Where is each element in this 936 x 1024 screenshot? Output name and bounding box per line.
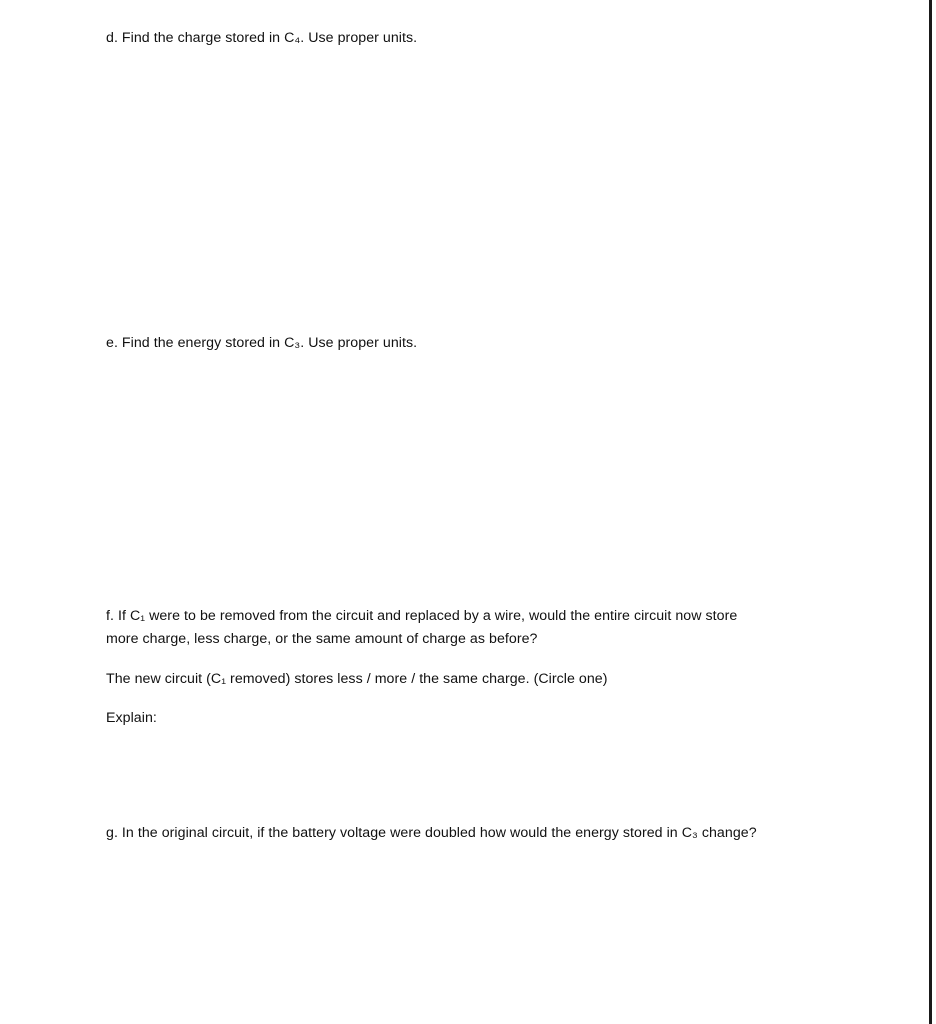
question-e: e. Find the energy stored in C₃. Use proper units. — [106, 335, 418, 351]
question-f-circle-choice: The new circuit (C₁ removed) stores less / more / the same charge. (Circle one) — [106, 671, 608, 687]
question-f-explain-label: Explain: — [106, 710, 157, 726]
question-f-line-2: more charge, less charge, or the same amount of charge as before? — [106, 631, 538, 647]
page-border — [929, 0, 932, 1024]
question-f-line-1: f. If C₁ were to be removed from the circuit and replaced by a wire, would the entire circuit now store — [106, 608, 738, 624]
question-d: d. Find the charge stored in C₄. Use proper units. — [106, 30, 418, 46]
question-g: g. In the original circuit, if the battery voltage were doubled how would the energy stored in C₃ change? — [106, 825, 757, 841]
